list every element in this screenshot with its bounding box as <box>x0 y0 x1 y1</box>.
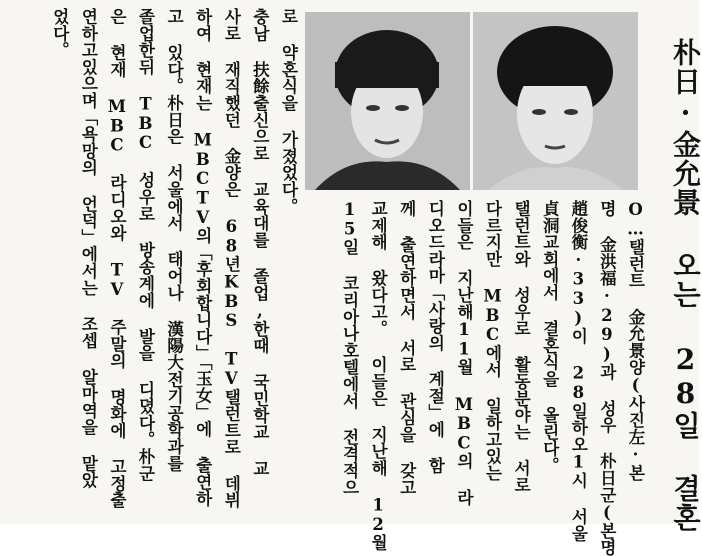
headline: 朴日·金允景 오는 28일 결혼 <box>669 38 702 532</box>
article-line-16: 고 있다。朴日은 서울에서 태어나 漢陽大전기공학과를 <box>164 8 184 472</box>
article-left-columns <box>18 8 296 520</box>
portrait-man-icon <box>473 12 638 190</box>
article-line-18: 은 현재 MBC 라디오와 TV 주말의 명화에 고정출 <box>107 8 127 509</box>
article-line-17: 졸업한뒤 TBC 성우로 방송계에 발을 디뎠다。朴군 <box>136 8 156 482</box>
article-line-2: 명 金洪福·29)과 성우 朴日군(본명 <box>597 200 617 556</box>
article-line-8: 디오드라마「사랑의 계절」에 함 <box>425 200 445 474</box>
article-line-20: 었다。 <box>50 8 70 59</box>
headline-area <box>653 8 702 532</box>
article-line-14: 사로 재직했던 金양은 68년KBS TV탤런트로 데뷔 <box>221 8 241 509</box>
article-lower-columns <box>298 200 645 556</box>
article-line-13: 충남 扶餘출신으로 교육대를 졸업,한때 국민학교 교 <box>250 8 270 477</box>
article-line-15: 하여 현재는 MBCTV의「후회합니다」「玉女」에 출연하 <box>193 8 213 507</box>
article-line-11: 15일 코리아나호텔에서 전격적으 <box>340 200 360 496</box>
article-line-3: 趙俊衡·33)이 28일하오1시 서울 <box>568 200 588 542</box>
article-line-6: 다르지만 MBC에서 일하고있는 <box>483 200 503 482</box>
photo-left <box>305 12 470 190</box>
article-line-7: 이들은 지난해11월 MBC의 라 <box>454 200 474 506</box>
article-line-10: 교제해 왔다고。 이들은 지난해 12월 <box>368 200 388 551</box>
article-line-12: 로 약혼식을 가졌었다。 <box>279 8 298 215</box>
article-line-19: 연하고있으며「욕망의 언덕」에서는 조셉 알마역을 맡았 <box>78 8 98 489</box>
article-line-9: 께 출연하면서 서로 관심을 갖고 <box>397 200 417 496</box>
article-line-4: 貞洞교회에서 결혼식을 올린다。 <box>540 200 560 474</box>
article-line-5: 탤런트와 성우로 활동분야는 서로 <box>511 200 531 494</box>
portrait-woman-icon <box>305 12 470 190</box>
photo-right <box>473 12 638 190</box>
article-line-1: O…탤런트 金允景양(사진左·본 <box>626 200 645 482</box>
